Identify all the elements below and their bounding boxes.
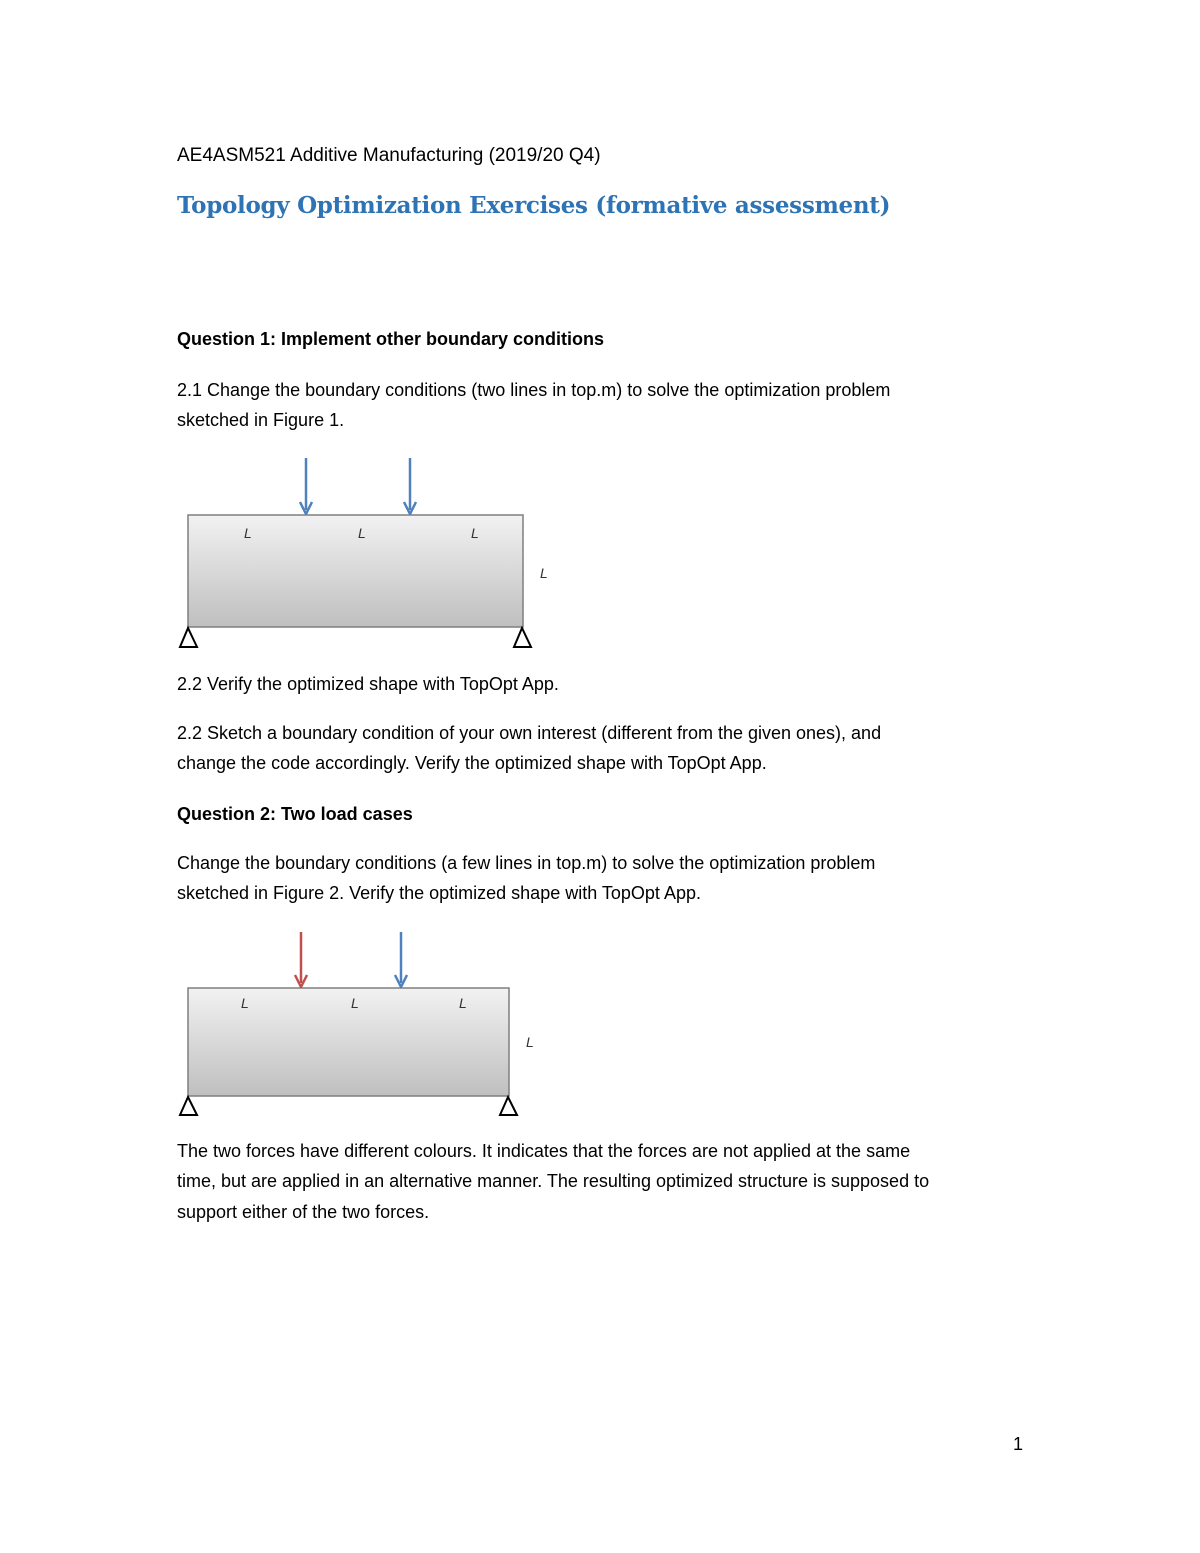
span-label-3: L	[471, 525, 479, 541]
question-2-text-line-2: sketched in Figure 2. Verify the optimized shape with TopOpt App.	[177, 883, 701, 903]
span-label-1: L	[241, 995, 249, 1011]
question-1-item-1-line-2: sketched in Figure 1.	[177, 410, 345, 430]
load-arrow-2	[404, 458, 416, 514]
page-title: Topology Optimization Exercises (formative assessment)	[177, 192, 891, 219]
span-label-1: L	[244, 525, 252, 541]
figure-2	[170, 924, 570, 1124]
span-label-2: L	[358, 525, 366, 541]
question-2-explanation-line-1: The two forces have different colours. It indicates that the forces are not applied at the same	[177, 1141, 911, 1161]
question-2-explanation-line-3: support either of the two forces.	[177, 1202, 430, 1222]
left-pin-support	[180, 628, 197, 647]
span-label-3: L	[459, 995, 467, 1011]
question-1-heading: Question 1: Implement other boundary conditions	[177, 329, 605, 349]
left-pin-support	[180, 1097, 197, 1115]
load-arrow-blue	[395, 932, 407, 987]
figure-1	[170, 450, 570, 655]
page-number: 1	[1013, 1434, 1024, 1454]
right-pin-support	[514, 628, 531, 647]
height-label: L	[540, 565, 548, 581]
course-header: AE4ASM521 Additive Manufacturing (2019/20 Q4)	[177, 145, 601, 166]
question-1-item-3-line-2: change the code accordingly. Verify the optimized shape with TopOpt App.	[177, 753, 767, 773]
question-2-text-line-1: Change the boundary conditions (a few lines in top.m) to solve the optimization problem	[177, 853, 876, 873]
span-label-2: L	[351, 995, 359, 1011]
height-label: L	[526, 1034, 534, 1050]
question-2-explanation-line-2: time, but are applied in an alternative manner. The resulting optimized structure is supposed to	[177, 1171, 930, 1191]
question-1-item-2: 2.2 Verify the optimized shape with TopOpt App.	[177, 674, 559, 694]
load-arrow-red	[295, 932, 307, 987]
question-1-item-1-line-1: 2.1 Change the boundary conditions (two lines in top.m) to solve the optimization problem	[177, 380, 891, 400]
question-1-item-3-line-1: 2.2 Sketch a boundary condition of your own interest (different from the given ones), and	[177, 723, 882, 743]
question-2-heading: Question 2: Two load cases	[177, 804, 413, 824]
right-pin-support	[500, 1097, 517, 1115]
load-arrow-1	[300, 458, 312, 514]
